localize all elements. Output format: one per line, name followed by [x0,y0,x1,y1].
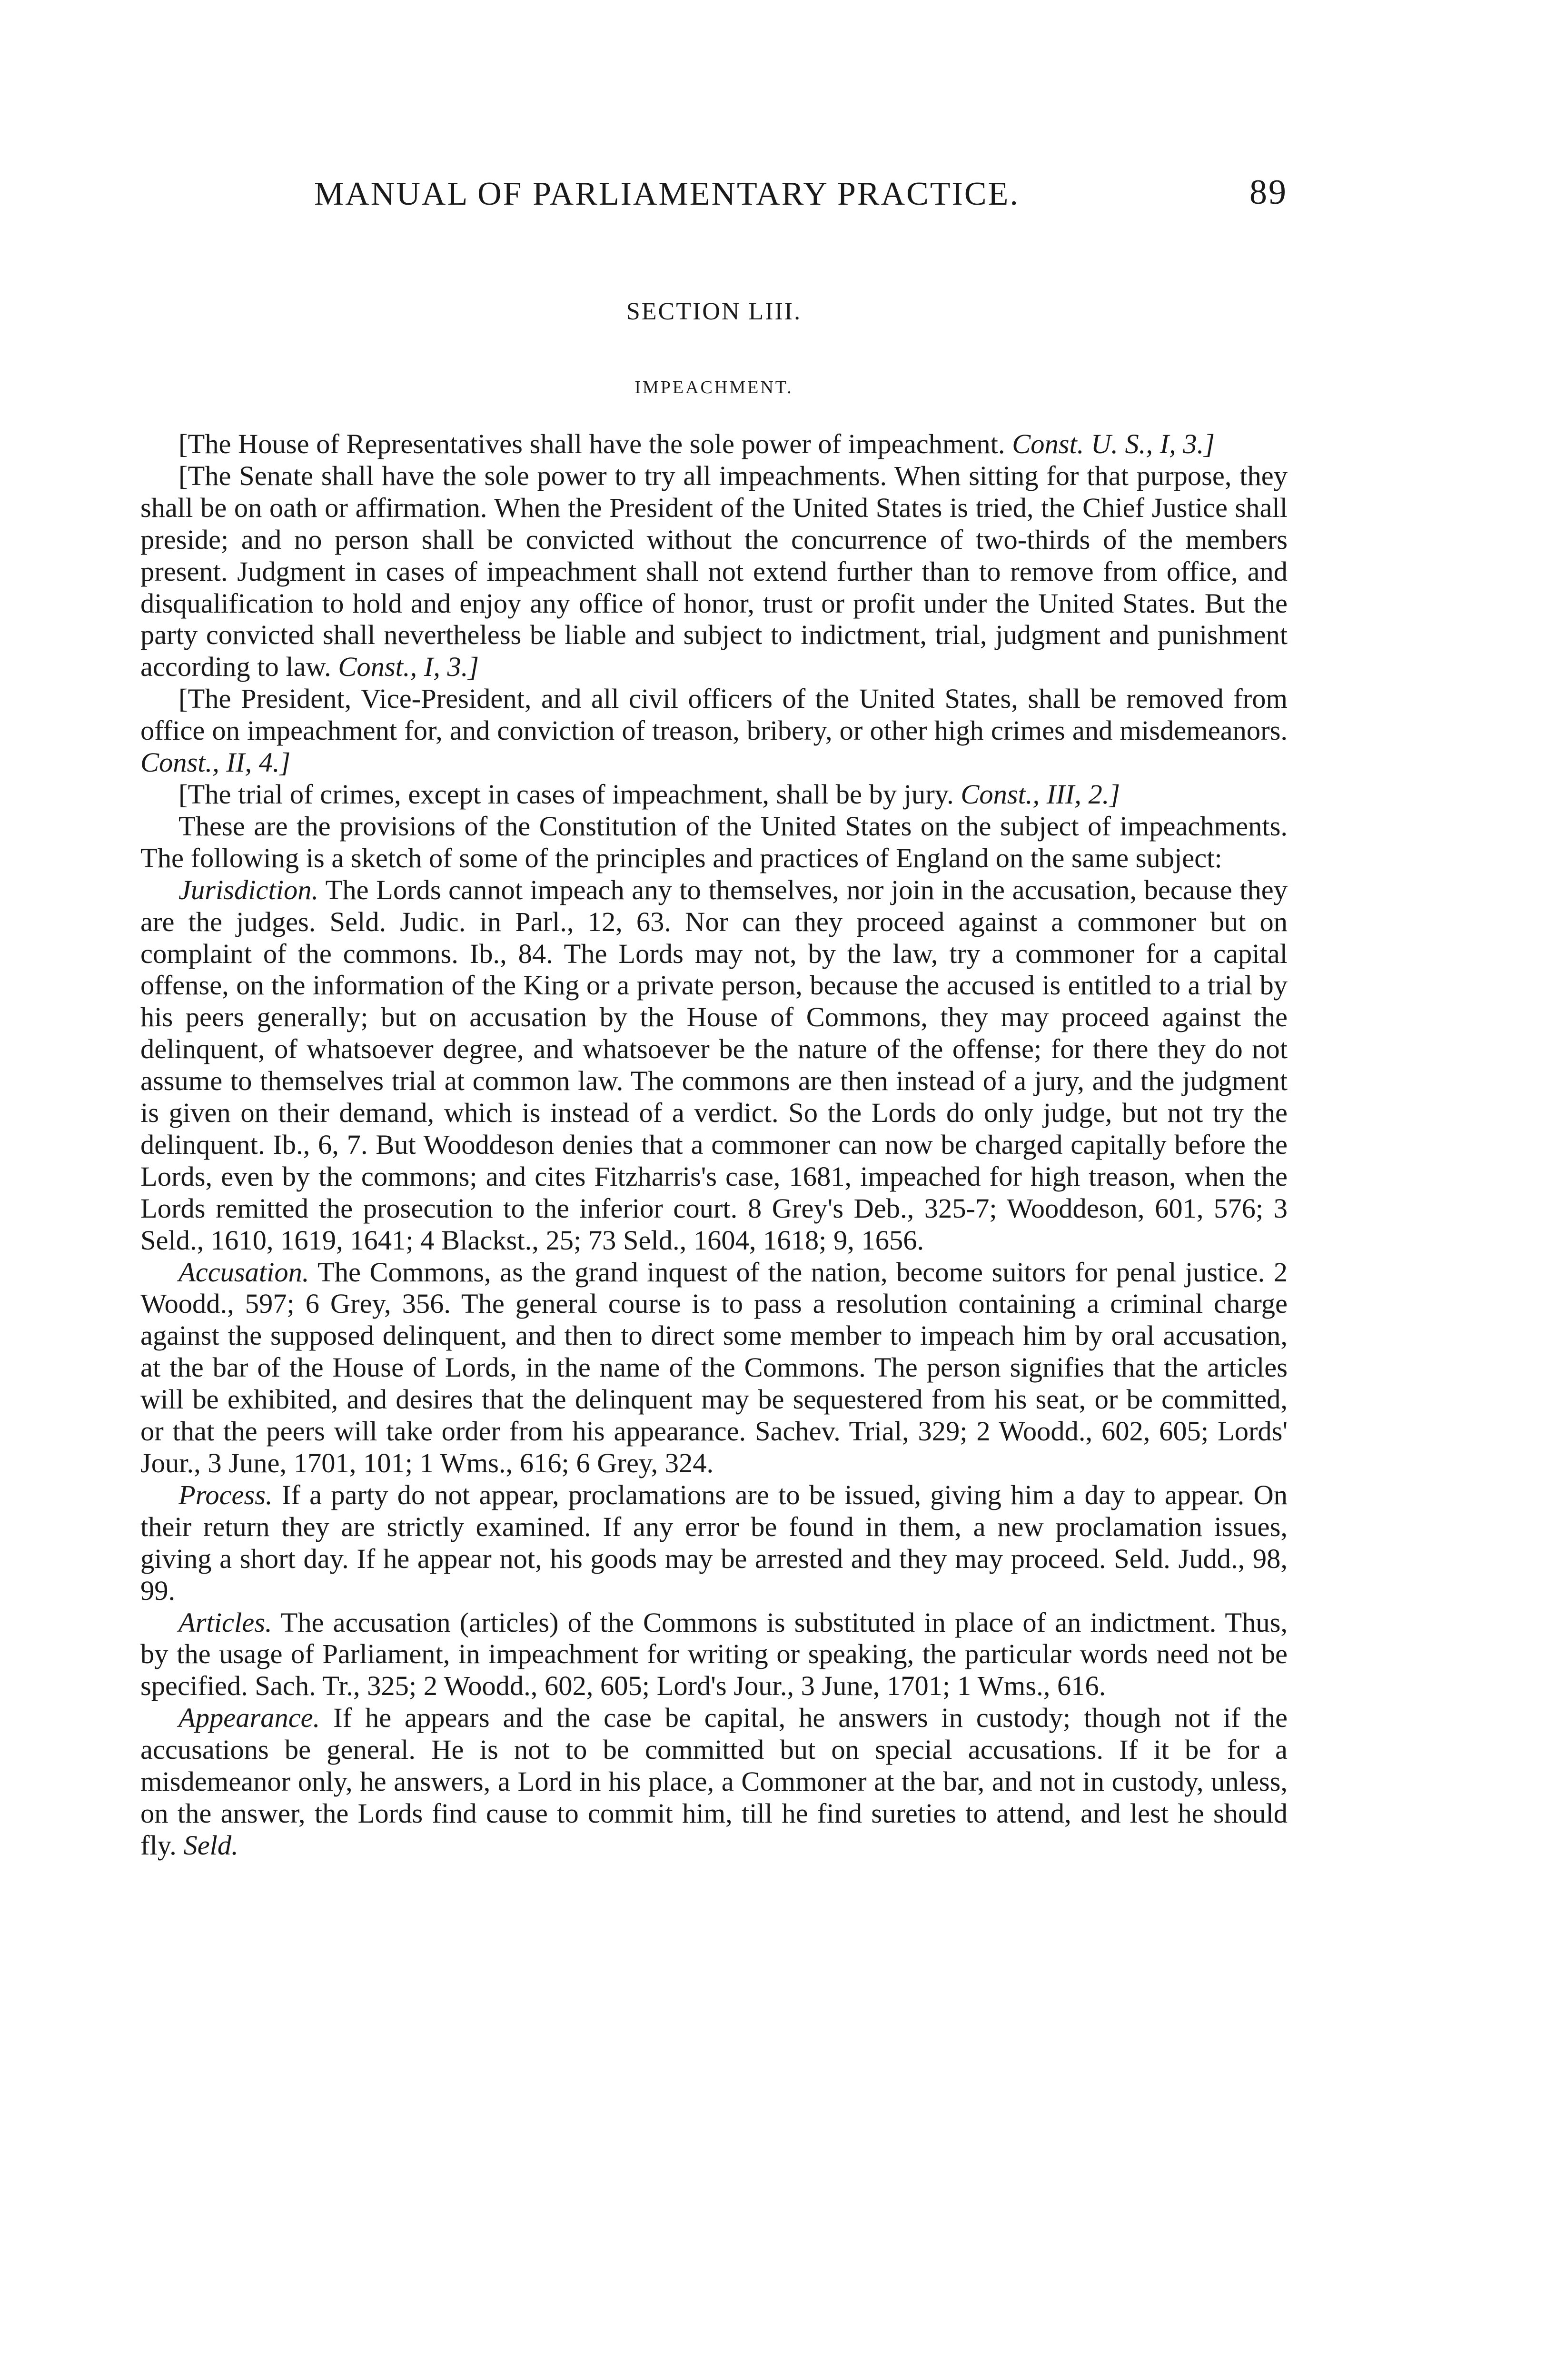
paragraph-senate-power [140,460,1288,683]
runin-heading: Process. [178,1479,273,1510]
citation: Const., III, 2.] [961,778,1120,810]
running-title: MANUAL OF PARLIAMENTARY PRACTICE. [314,176,1020,212]
paragraph-text: The Commons, as the grand inquest of the nation, become suitors for penal justice. 2 Woodd., 597; 6 Grey, 356. The general course is to pass a resolution containing a criminal charge against the supposed delinquent, and then to direct some member to impeach him by oral accusation, at the bar of the House of Lords, in the name of the Commons. The person signifies that the articles will be exhibited, and desires that the delinquent may be sequestered from his seat, or be committed, or that the peers will take order from his appearance. Sachev. Trial, 329; 2 Woodd., 602, 605; Lords' Jour., 3 June, 1701, 101; 1 Wms., 616; 6 Grey, 324. [140,1256,1288,1478]
citation: Const., II, 4.] [140,747,291,778]
section-subheading: IMPEACHMENT. [634,377,793,397]
paragraph-house-power [140,428,1288,460]
paragraph-jurisdiction [140,874,1288,1257]
paragraph-articles [140,1607,1288,1703]
paragraph-appearance [140,1702,1288,1862]
citation: Const. U. S., I, 3.] [1012,428,1215,459]
paragraph-text: The accusation (articles) of the Commons is substituted in place of an indictment. Thus, by the usage of Parliament, in impeachment for writing or speaking, the particular words need not be specified. Sach. Tr., 325; 2 Woodd., 602, 605; Lord's Jour., 3 June, 1701; 1 Wms., 616. [140,1606,1288,1702]
section-heading: SECTION LIII. [626,298,802,325]
paragraph-text: The Lords cannot impeach any to themselves, nor join in the accusation, because they are the judges. Seld. Judic. in Parl., 12, 63. Nor can they proceed against a commoner but on complaint of the commons. Ib., 84. The Lords may not, by the law, try a commoner for a capital offense, on the information of the King or a private person, because the accused is entitled to a trial by his peers generally; but on accusation by the House of Commons, they may proceed against the delinquent, of whatsoever degree, and whatsoever be the nature of the offense; for there they do not assume to themselves trial at common law. The commons are then instead of a jury, and the judgment is given on their demand, which is instead of a verdict. So the Lords do only judge, but not try the delinquent. Ib., 6, 7. But Wooddeson denies that a commoner can now be charged capitally before the Lords, even by the commons; and cites Fitzharris's case, 1681, impeached for high treason, when the Lords remitted the prosecution to the inferior court. 8 Grey's Deb., 325-7; Wooddeson, 601, 576; 3 Seld., 1610, 1619, 1641; 4 Blackst., 25; 73 Seld., 1604, 1618; 9, 1656. [140,874,1288,1256]
paragraph-introduction [140,811,1288,874]
paragraph-text: [The trial of crimes, except in cases of impeachment, shall be by jury. [178,778,954,810]
runin-heading: Jurisdiction. [178,874,319,905]
runin-heading: Accusation. [178,1256,309,1288]
runin-heading: Articles. [178,1606,272,1638]
paragraph-text: If he appears and the case be capital, he answers in custody; though not if the accusations be general. He is not to be committed but on special accusations. If it be for a misdemeanor only, he answers, a Lord in his place, a Commoner at the bar, and not in custody, unless, on the answer, the Lords find cause to commit him, till he find sureties to attend, and lest he should fly. [140,1702,1288,1861]
page-number: 89 [1249,173,1288,212]
paragraph-jury-trial [140,779,1288,811]
runin-heading: Appearance. [178,1702,320,1734]
paragraph-text: If a party do not appear, proclamations are to be issued, giving him a day to appear. On their return they are strictly examined. If any error be found in them, a new proclamation issues, giving a short day. If he appear not, his goods may be arrested and they may proceed. Seld. Judd., 98, 99. [140,1479,1288,1606]
page-body [140,167,1288,1862]
running-head [140,167,1288,219]
citation: Seld. [183,1829,238,1861]
paragraph-text: [The House of Representatives shall have the sole power of impeachment. [178,428,1005,459]
paragraph-process [140,1479,1288,1607]
paragraph-accusation [140,1257,1288,1479]
paragraph-removal [140,683,1288,779]
paragraph-text: These are the provisions of the Constitution of the United States on the subject of impeachments. The following is a sketch of some of the principles and practices of England on the same subject: [140,810,1288,873]
citation: Const., I, 3.] [338,651,479,683]
paragraph-text: [The President, Vice-President, and all civil officers of the United States, shall be removed from office on impeachment for, and conviction of treason, bribery, or other high crimes and misdemeanors. [140,683,1288,746]
paragraph-text: [The Senate shall have the sole power to try all impeachments. When sitting for that purpose, they shall be on oath or affirmation. When the President of the United States is tried, the Chief Justice shall preside; and no person shall be convicted without the concurrence of two-thirds of the members present. Judgment in cases of impeachment shall not extend further than to remove from office, and disqualification to hold and enjoy any office of honor, trust or profit under the United States. But the party convicted shall nevertheless be liable and subject to indictment, trial, judgment and punishment according to law. [140,460,1288,683]
